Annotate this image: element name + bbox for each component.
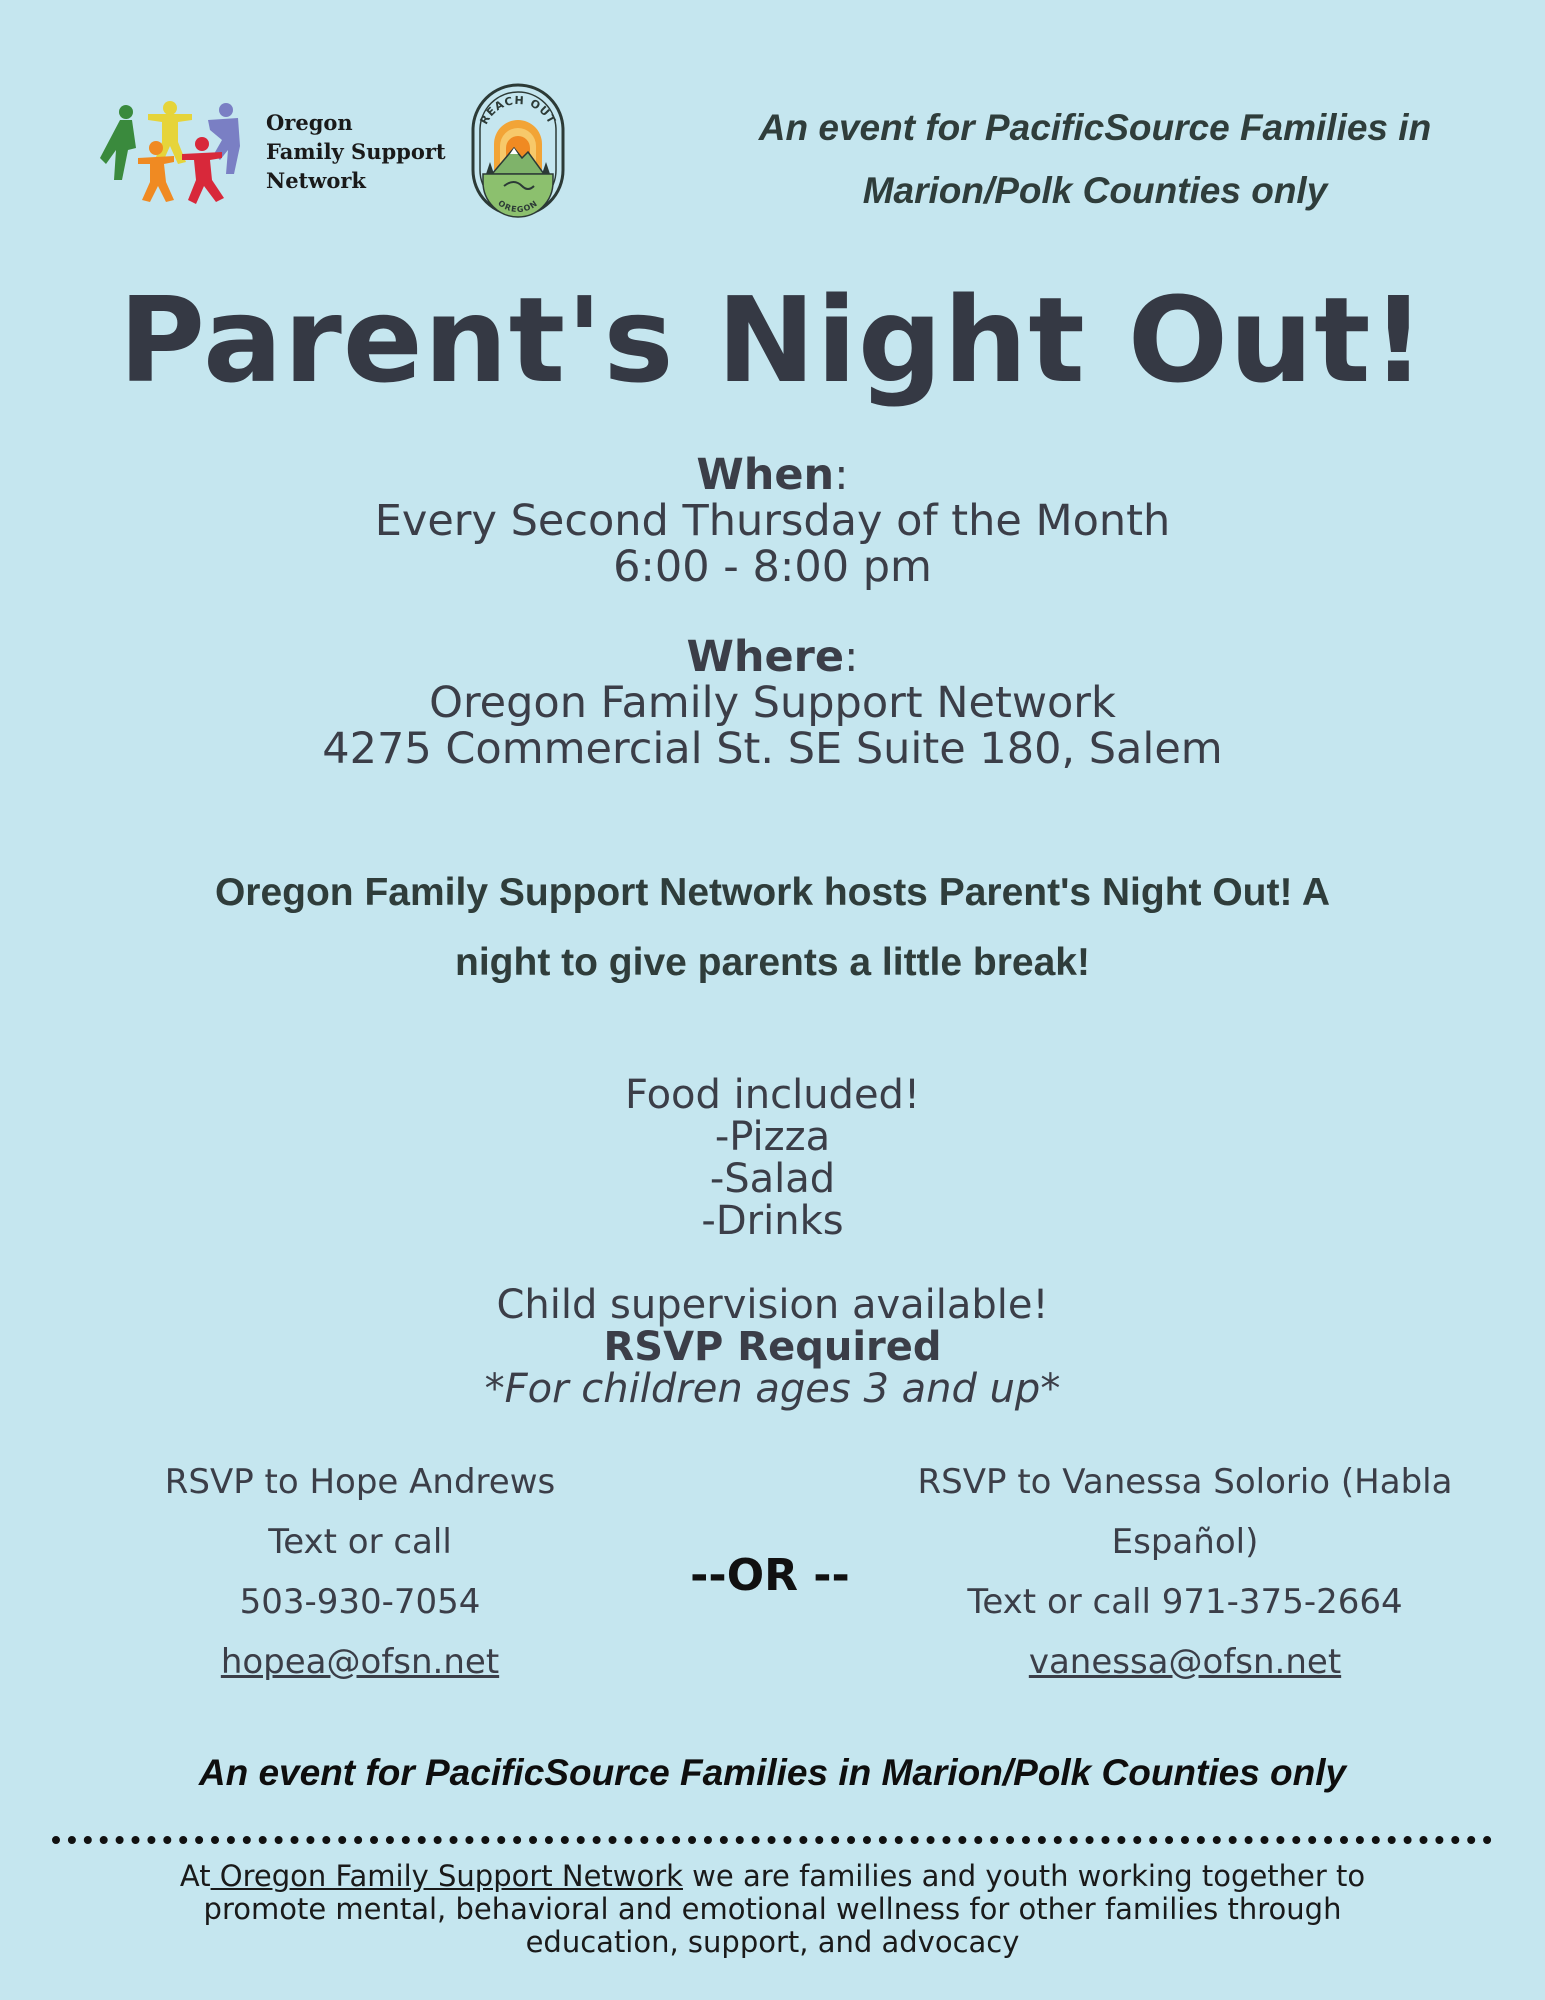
where-block: [0, 634, 1545, 772]
description-line: Oregon Family Support Network hosts Parent's Night Out! A: [214, 871, 1331, 914]
food-item: -Salad: [709, 1156, 836, 1202]
where-address: 4275 Commercial St. SE Suite 180, Salem: [322, 724, 1223, 774]
where-venue: Oregon Family Support Network: [429, 678, 1116, 728]
footer-org-link[interactable]: Oregon Family Support Network: [210, 1859, 683, 1893]
contact-vanessa: [870, 1452, 1500, 1692]
page-title: Parent's Night Out!: [118, 271, 1427, 409]
top-tagline-line: An event for PacificSource Families in: [758, 107, 1432, 148]
footer-text: education, support, and advocacy: [525, 1925, 1020, 1959]
svg-text:REACH OUT: REACH OUT: [477, 93, 559, 127]
food-block: [0, 1074, 1545, 1242]
contact-phone[interactable]: 503-930-7054: [239, 1582, 481, 1622]
contact-name: RSVP to Vanessa Solorio (Habla: [917, 1462, 1453, 1502]
food-item: -Drinks: [701, 1198, 844, 1244]
food-heading: Food included!: [625, 1072, 920, 1118]
contact-email-link[interactable]: hopea@ofsn.net: [220, 1642, 500, 1682]
contact-hope: [100, 1452, 620, 1692]
description-line: night to give parents a little break!: [455, 941, 1090, 984]
footer-prefix: At: [179, 1859, 211, 1893]
top-tagline: [700, 96, 1490, 222]
contact-name-cont: Español): [1111, 1522, 1259, 1562]
childcare-text: Child supervision available!: [496, 1282, 1049, 1328]
colon: :: [844, 632, 859, 682]
colon: :: [834, 450, 849, 500]
contact-phone[interactable]: Text or call 971-375-2664: [967, 1582, 1403, 1622]
age-note: *For children ages 3 and up*: [484, 1366, 1061, 1412]
contact-name: RSVP to Hope Andrews: [164, 1462, 556, 1502]
dotted-divider: [52, 1836, 1492, 1844]
where-label: Where: [686, 632, 845, 682]
bottom-tagline: An event for PacificSource Families in Marion/Polk Counties only: [198, 1752, 1347, 1793]
when-block: [0, 452, 1545, 590]
when-label: When: [696, 450, 835, 500]
contact-method: Text or call: [268, 1522, 452, 1562]
when-schedule: Every Second Thursday of the Month: [374, 496, 1171, 546]
people-circle-logo-icon: [98, 100, 244, 210]
top-tagline-line: Marion/Polk Counties only: [862, 170, 1328, 211]
contact-email-link[interactable]: vanessa@ofsn.net: [1028, 1642, 1342, 1682]
footer-text: promote mental, behavioral and emotional wellness for other families through: [203, 1892, 1342, 1926]
childcare-block: [0, 1284, 1545, 1410]
food-item: -Pizza: [714, 1114, 831, 1160]
event-description: [150, 858, 1395, 998]
org-name-line: Family Support: [266, 139, 446, 164]
org-name-line: Network: [266, 168, 366, 193]
rsvp-required: RSVP Required: [603, 1324, 942, 1370]
footer-text: we are families and youth working together to: [682, 1859, 1366, 1893]
reach-out-oregon-badge-icon: [470, 82, 566, 218]
when-time: 6:00 - 8:00 pm: [613, 542, 932, 592]
svg-text:OREGON: OREGON: [496, 198, 540, 215]
footer-mission: [130, 1860, 1415, 1959]
or-divider: --OR --: [690, 1550, 850, 1601]
org-wordmark: [266, 108, 446, 195]
org-name-line: Oregon: [266, 110, 353, 135]
